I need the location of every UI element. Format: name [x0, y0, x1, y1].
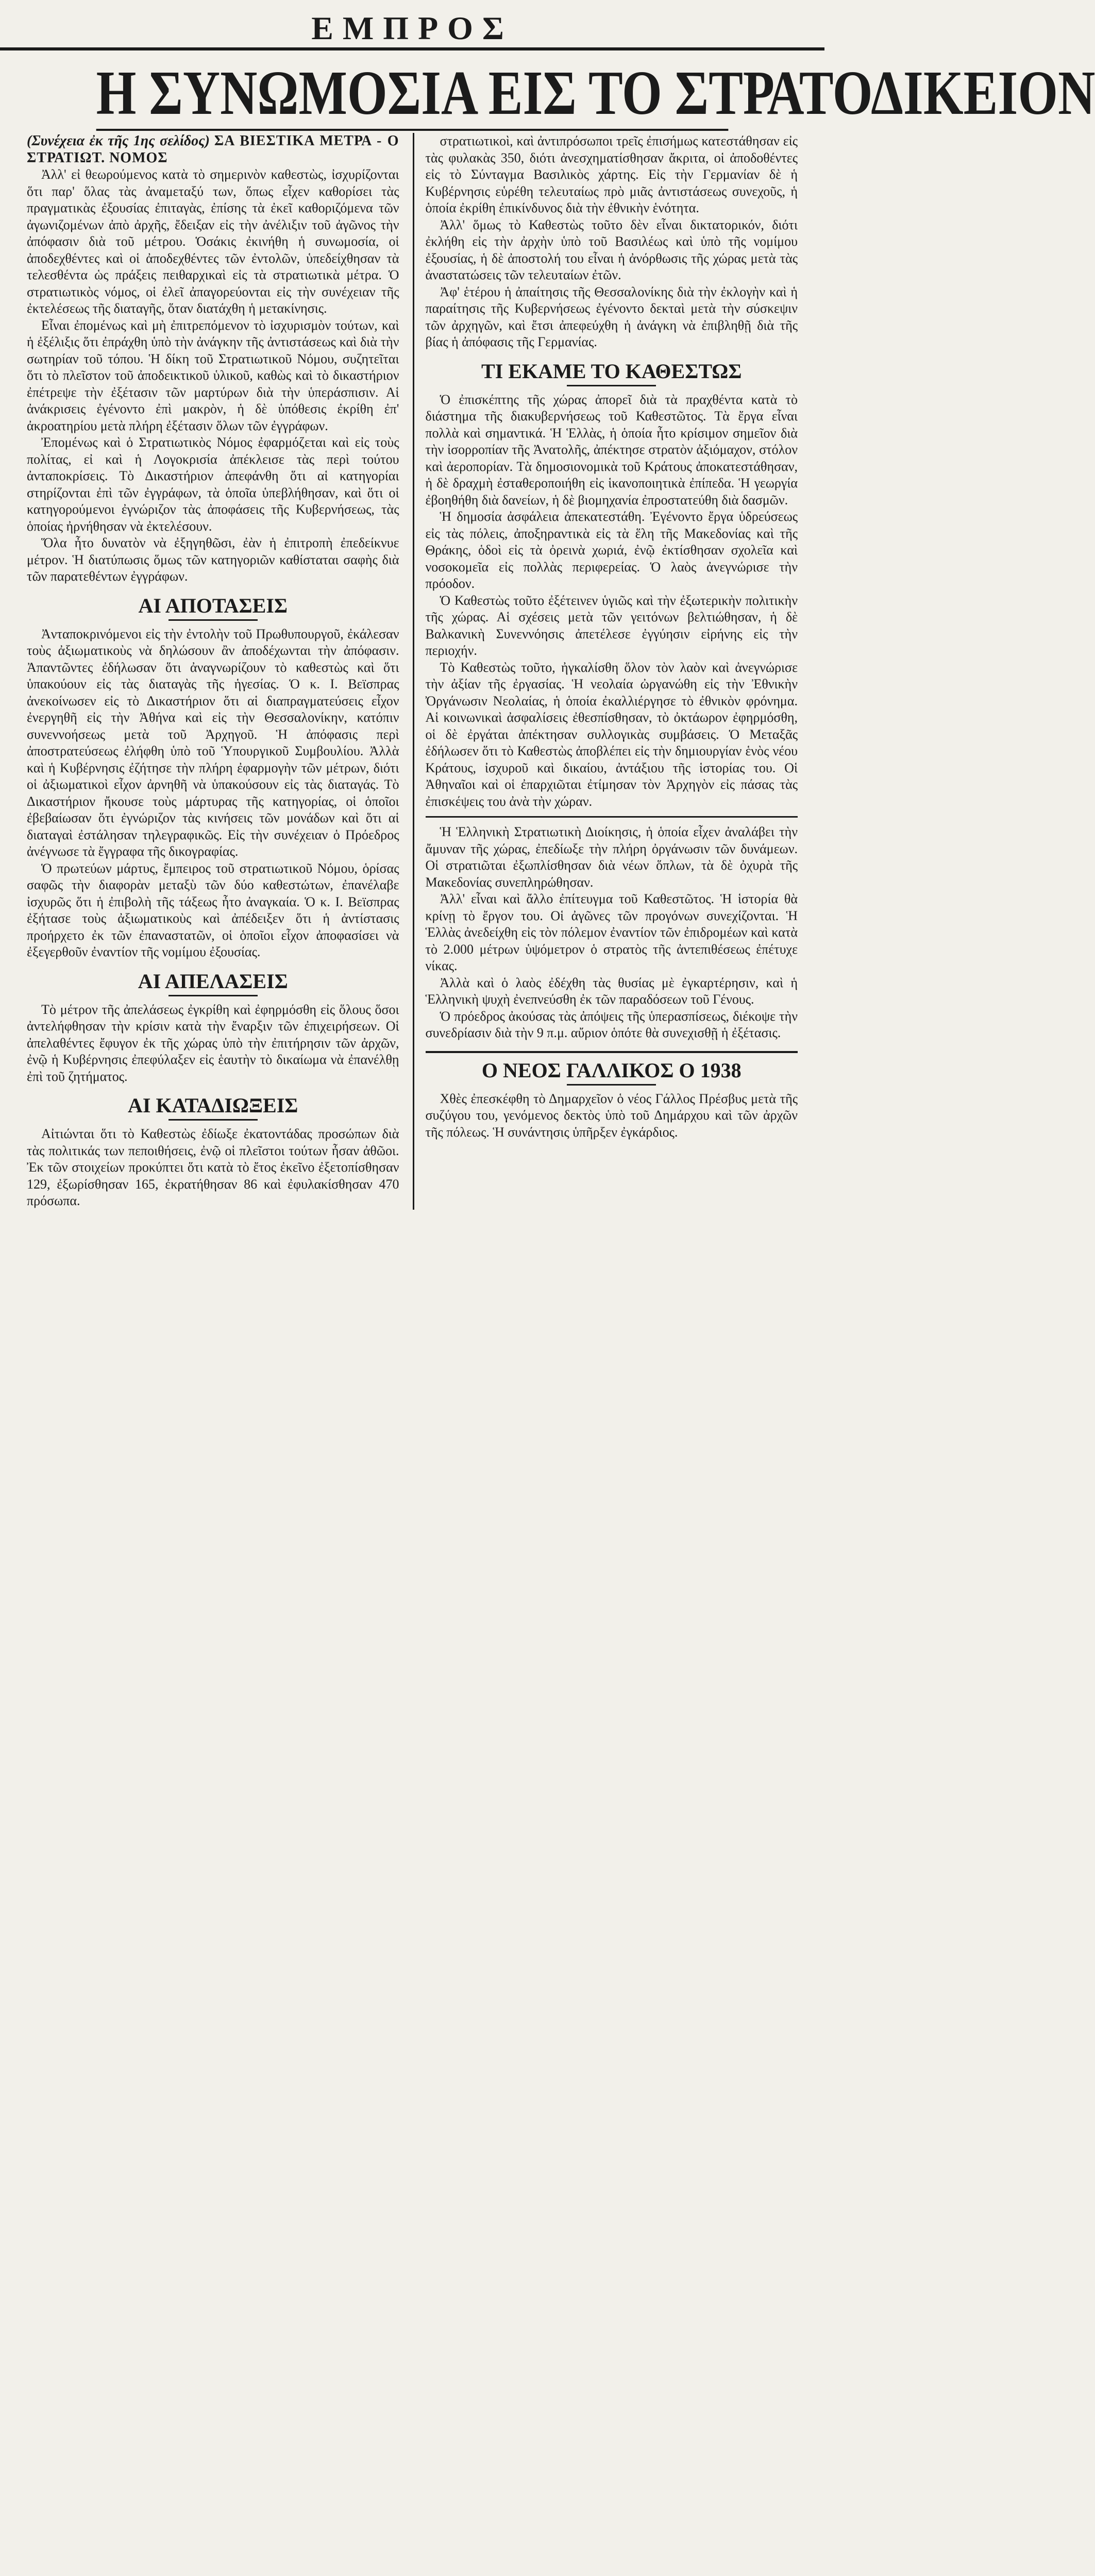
paragraph: Ὁ πρόεδρος ἀκούσας τὰς ἀπόψεις τῆς ὑπερασπίσεως, διέκοψε τὴν συνεδρίασιν διὰ τὴν 9 π.μ. αὔριον ὁπότε θὰ συνεχισθῇ ἡ ἐξέτασις.	[425, 1008, 798, 1040]
paragraph: Ὁ Καθεστὼς τοῦτο ἐξέτεινεν ὑγιῶς καὶ τὴν ἐξωτερικὴν πολιτικὴν τῆς χώρας. Αἱ σχέσεις μετὰ τῶν γειτόνων βελτιώθησαν, ἡ δὲ Βαλκανικὴ Συνεννόησις ἀπετέλεσε ἐγγύησιν εἰρήνης εἰς τὴν περιοχήν.	[425, 592, 798, 658]
paragraph: Ὁ πρωτεύων μάρτυς, ἔμπειρος τοῦ στρατιωτικοῦ Νόμου, ὁρίσας σαφῶς τὴν διαφορὰν μεταξὺ τῶν δύο καθεστώτων, ἐπανέλαβε ἰσχυρῶς ὅτι ἡ ἐπιβολὴ τῆς τάξεως ἦτο ἀναγκαία. Ὁ κ. Ι. Βεϊσπρας ἐξήτασε τοὺς ἀξιωματικοὺς καὶ ἀπέδειξεν ὅτι ἡ ἀντίστασις προήρχετο ἐκ τῶν ἐπαναστατῶν, οἱ ὁποῖοι εἶχον ἀποφασίσει νὰ ἐξεγερθοῦν ἐναντίον τῆς νομίμου ἐξουσίας.	[27, 860, 399, 959]
paragraph: Ἀλλὰ καὶ ὁ λαὸς ἐδέχθη τὰς θυσίας μὲ ἐγκαρτέρησιν, καὶ ἡ Ἑλληνικὴ ψυχὴ ἐνεπνεύσθη ἐκ τῶν παραδόσεων τοῦ Γένους.	[425, 975, 798, 1007]
news-box	[426, 1051, 798, 1141]
right-column	[413, 133, 798, 1210]
paragraph: Ἀλλ' ὅμως τὸ Καθεστὼς τοῦτο δὲν εἶναι δικτατορικόν, διότι ἐκλήθη εἰς τὴν ἀρχὴν ὑπὸ τοῦ Βασιλέως καὶ ὑπὸ τῆς νομίμου ἐξουσίας, ἡ δὲ ἀποστολή του εἶναι ἡ ἀνόρθωσις τῆς χώρας μετὰ τὰς ἀναστατώσεις τῶν τελευταίων ἐτῶν.	[425, 217, 798, 282]
paragraph: Ἀφ' ἑτέρου ἡ ἀπαίτησις τῆς Θεσσαλονίκης διὰ τὴν ἐκλογὴν καὶ ἡ παραίτησις τῆς Κυβερνήσεως ἐγένοντο δεκταὶ μετὰ τὴν σύσκεψιν τῶν ἀρχηγῶν, καὶ ἔτσι ἀπεφεύχθη ἡ ἀνάγκη νὰ ἐπιβληθῇ διὰ τῆς βίας ἡ ἀπόφασις τῆς Γερμανίας.	[425, 284, 798, 349]
paragraph: Ἡ Ἑλληνικὴ Στρατιωτικὴ Διοίκησις, ἡ ὁποία εἶχεν ἀναλάβει τὴν ἄμυναν τῆς χώρας, ἐπεδίωξε τὴν πλήρη ὀργάνωσιν τῶν δυνάμεων. Οἱ στρατιῶται ἐξωπλίσθησαν διὰ νέων ὅπλων, τὰ δὲ ὀχυρὰ τῆς Μακεδονίας συνεπληρώθησαν.	[425, 824, 798, 890]
divider	[426, 816, 798, 818]
subhead-measures: ΣΑ ΒΙΕΣΤΙΚΑ ΜΕΤΡΑ - Ο ΣΤΡΑΤΙΩΤ. ΝΟΜΟΣ	[27, 133, 399, 166]
section-heading: ΤΙ ΕΚΑΜΕ ΤΟ ΚΑΘΕΣΤΩΣ	[426, 359, 798, 386]
left-column	[27, 133, 399, 1210]
continued-note: (Συνέχεια ἐκ τῆς 1ης σελίδος)	[27, 133, 210, 149]
section-heading: Ο ΝΕΟΣ ΓΑΛΛΙΚΟΣ Ο 1938	[426, 1058, 798, 1086]
paragraph: Χθὲς ἐπεσκέφθη τὸ Δημαρχεῖον ὁ νέος Γάλλος Πρέσβυς μετὰ τῆς συζύγου του, γενόμενος δεκτὸς ὑπὸ τοῦ Δημάρχου καὶ τῶν ἀρχῶν τῆς πόλεως. Ἡ συνάντησις ὑπῆρξεν ἐγκάρδιος.	[425, 1091, 798, 1140]
paragraph: Ἡ δημοσία ἀσφάλεια ἀπεκατεστάθη. Ἐγένοντο ἔργα ὑδρεύσεως εἰς τὰς πόλεις, ἀποξηραντικὰ εἰς τὰ ἕλη τῆς Μακεδονίας καὶ τῆς Θράκης, ὁδοὶ εἰς τὰ ὀρεινὰ χωριά, ἐνῷ ἐκτίσθησαν σχολεῖα καὶ νοσοκομεῖα εἰς πολλὰς περιφερείας. Ὁ λαὸς ἀνεγνώρισε τὴν πρόοδον.	[425, 509, 798, 591]
paragraph: στρατιωτικοὶ, καὶ ἀντιπρόσωποι τρεῖς ἐπισήμως κατεστάθησαν εἰς τὰς φυλακὰς 350, διότι ἀνεσχηματίσθησαν ἄκριτα, οἱ ἀποδοθέντες εἰς τὸ Σύνταγμα Βασιλικὸς χάρτης. Εἰς τὴν Γερμανίαν δὲ ἡ Κυβέρνησις εὑρέθη τελευταίως πρὸ μιᾶς ἀντιστάσεως συνεχοῦς, ἡ ὁποία ἐκρίθη ἐπικίνδυνος διὰ τὴν ἐθνικὴν ἑνότητα.	[425, 133, 798, 215]
headline: Η ΣΥΝΩΜΟΣΙΑ ΕΙΣ ΤΟ ΣΤΡΑΤΟΔΙΚΕΙΟΝ	[96, 58, 729, 131]
paragraph: Ὅλα ἦτο δυνατὸν νὰ ἐξηγηθῶσι, ἐὰν ἡ ἐπιτροπὴ ἐπεδείκνυε μέτρον. Ἡ διατύπωσις ὅμως τῶν κατηγοριῶν καθίσταται σαφὴς διὰ τῶν παρατεθέντων ἐγγράφων.	[27, 535, 399, 584]
paragraph: Ἀλλ' εἰ θεωρούμενος κατὰ τὸ σημερινὸν καθεστὼς, ἰσχυρίζονται ὅτι παρ' ὅλας τὰς ἀναμεταξύ των, ὅπως εἶχεν καθορίσει τὰς πραγματικὰς ἐξουσίας ἐπιταγὰς, ἐπίσης τὰ ἐκεῖ καθοριζόμενα τῶν ἀγωνιζομένων ἀπὸ ἀρχῆς, ἔδειξαν εἰς τὴν ἀνέλιξιν τοῦ ἀγῶνος τὴν ἀπόφασιν διὰ τοῦ μέτρου. Ὁσάκις ἐκινήθη ἡ συνωμοσία, οἱ ἀποδεχθέντες καὶ οἱ ἀποδεχθέντες τῶν ἐντολῶν, ὑπεδείχθησαν τὰ τελεσθέντα ὡς πράξεις πειθαρχικαὶ εἰς τὰ στρατιωτικὰ μέτρα. Ὁ στρατιωτικὸς νόμος, οἱ ἐλεῖ ἀπαγορεύονται εἰς τὴν συνέχειαν τῆς ἐκτελέσεως τῆς διαταγῆς, ὅταν διατάχθη ἡ μετακίνησις.	[27, 167, 399, 316]
paragraph: Εἶναι ἐπομένως καὶ μὴ ἐπιτρεπόμενον τὸ ἰσχυρισμὸν τούτων, καὶ ἡ ἐξέλιξις ὅτι ἐπράχθη ὑπὸ τὴν ἀνάγκην τῆς ἀντιστάσεως καὶ διὰ τὴν σωτηρίαν τοῦ τόπου. Ἡ δίκη τοῦ Στρατιωτικοῦ Νόμου, συζητεῖται ὅτι τὸ πλεῖστον τοῦ ἀποδεικτικοῦ ὑλικοῦ, καθὼς καὶ τὸ δικαστήριον ἐπέτρεψε τὴν ἐξέτασιν τῶν μαρτύρων διὰ τὴν ὑπεράσπισιν. Αἱ ἀνάκρισεις ἐγένοντο ἐπὶ μακρὸν, ἡ δὲ ὑπόθεσις ἐκρίθη ἐπ' ἀκροατηρίου μετὰ πλήρη ἐξέτασιν ὅλων τῶν ἐγγράφων.	[27, 317, 399, 433]
paragraph: Ἀλλ' εἶναι καὶ ἄλλο ἐπίτευγμα τοῦ Καθεστῶτος. Ἡ ἱστορία θὰ κρίνῃ τὸ ἔργον του. Οἱ ἀγῶνες τῶν προγόνων συνεχίζονται. Ἡ Ἑλλὰς ἀνεδείχθη εἰς τὸν πόλεμον ἐναντίον τῶν ἐπιδρομέων καὶ κατὰ τὸ 2.000 μέτρων ὑψόμετρον ὁ στρατὸς τῆς ἀντεπιθέσεως ἐπέτυχε νίκας.	[425, 891, 798, 973]
masthead-title: ΕΜΠΡΟΣ	[311, 10, 513, 46]
paragraph: Αἰτιώνται ὅτι τὸ Καθεστὼς ἐδίωξε ἐκατοντάδας προσώπων διὰ τὰς πολιτικάς των πεποιθήσεις, ἐνῷ οἱ πλεῖστοι τούτων ἦσαν ἀθῶοι. Ἐκ τῶν στοιχείων προκύπτει ὅτι κατὰ τὸ ἔτος ἐκεῖνο ἐξετοπίσθησαν 129, ἐξωρίσθησαν 165, ἐκρατήθησαν 86 καὶ ἐφυλακίσθησαν 470 πρόσωπα.	[27, 1126, 399, 1208]
paragraph: Τὸ μέτρον τῆς ἀπελάσεως ἐγκρίθη καὶ ἐφηρμόσθη εἰς ὅλους ὅσοι ἀντελήφθησαν τὴν κρίσιν κατὰ τὴν ἔναρξιν τῶν ἐπιχειρήσεων. Οἱ ἀπελαθέντες ἔφυγον ἐκ τῆς χώρας ὑπὸ τὴν ἐπιτήρησιν τῶν ἀρχῶν, ἐνῷ ἡ Κυβέρνησις ἐπεφύλαξεν εἰς ἑαυτὴν τὸ δικαίωμα νὰ ἐπανέλθῃ ἐπὶ τοῦ ζητήματος.	[27, 1002, 399, 1084]
section-heading: ΑΙ ΑΠΕΛΑΣΕΙΣ	[27, 969, 399, 996]
masthead	[0, 9, 824, 50]
section-heading: ΑΙ ΑΠΟΤΑΣΕΙΣ	[27, 594, 399, 621]
article-columns	[27, 133, 798, 1210]
paragraph: Ὁ ἐπισκέπτης τῆς χώρας ἀπορεῖ διὰ τὰ πραχθέντα κατὰ τὸ διάστημα τῆς διακυβερνήσεως τοῦ Καθεστῶτος. Τὰ ἔργα εἶναι πολλὰ καὶ σημαντικά. Ἡ Ἑλλὰς, ἡ ὁποία ἦτο κρίσιμον σημεῖον διὰ τὴν ἰσορροπίαν τῆς Ἀνατολῆς, ἀπέκτησε στρατὸν ἀξιόμαχον, στόλον καὶ ἀεροπορίαν. Τὰ δημοσιονομικὰ τοῦ Κράτους ἀποκατεστάθησαν, ἡ δὲ δραχμὴ ἐσταθεροποιήθη εἰς ἱκανοποιητικὰ ἐπίπεδα. Ἡ γεωργία ἐβοηθήθη διὰ δανείων, ἡ δὲ βιομηχανία ἐπροστατεύθη διὰ δασμῶν.	[425, 392, 798, 507]
section-heading: ΑΙ ΚΑΤΑΔΙΩΞΕΙΣ	[27, 1093, 399, 1121]
paragraph: Ἐπομένως καὶ ὁ Στρατιωτικὸς Νόμος ἐφαρμόζεται καὶ εἰς τοὺς πολίτας, εἰ καὶ ἡ Λογοκρισία ἀπέκλεισε τὰς περὶ τούτου ἀνταποκρίσεις. Τὸ Δικαστήριον ἀπεφάνθη ὅτι αἱ κατηγορίαι στηρίζονται ἐπὶ τῶν ἐγγράφων, τὰ ὁποῖα ὑπεβλήθησαν, καὶ ὅτι οἱ κατηγορούμενοι ἐγνώριζον τὰς ἀποφάσεις τῆς Κυβερνήσεως, τὰς ὁποίας ἠρνήθησαν νὰ ἐκτελέσουν.	[27, 435, 399, 534]
paragraph: Ἀνταποκρινόμενοι εἰς τὴν ἐντολὴν τοῦ Πρωθυπουργοῦ, ἐκάλεσαν τοὺς ἀξιωματικοὺς νὰ δηλώσουν ἂν ἀποδέχωνται τὴν ἀπόφασιν. Ἀπαντῶντες ἐδήλωσαν ὅτι ἀναγνωρίζουν τὸ καθεστὼς καὶ ὅτι ὑπακούουν εἰς τὰς διαταγὰς τῆς ἡγεσίας. Ὁ κ. Ι. Βεϊσπρας ἀνεκοίνωσεν εἰς τὸ Δικαστήριον ὅτι αἱ διαπραγματεύσεις εἶχον ἐνεργηθῆ εἰς τὴν Ἀθήνα καὶ εἰς τὴν Θεσσαλονίκην, κατόπιν συνεννοήσεως μετὰ τοῦ Ἀρχηγοῦ. Ἡ ἀπόφασις περὶ ἀποστρατεύσεως ἐλήφθη ὑπὸ τοῦ Ὑπουργικοῦ Συμβουλίου. Ἀλλὰ καὶ ἡ Κυβέρνησις ἐζήτησε τὴν πλήρη ἐφαρμογὴν τῶν μέτρων, διότι οἱ ἀξιωματικοὶ εἶχον ἀρνηθῆ νὰ ὑπακούσουν εἰς τὰς διαταγάς. Τὸ Δικαστήριον ἤκουσε τοὺς μάρτυρας τῆς κατηγορίας, οἱ ὁποῖοι ἐβεβαίωσαν ὅτι ἐγνώριζον τὰς κινήσεις τῶν μονάδων καὶ ὅτι αἱ διαταγαὶ ἐστάλησαν τηλεγραφικῶς. Εἰς τὴν συνέχειαν ὁ Πρόεδρος ἀνέγνωσε τὰ ἔγγραφα τῆς δικογραφίας.	[27, 626, 399, 859]
paragraph: Τὸ Καθεστὼς τοῦτο, ἠγκαλίσθη ὅλον τὸν λαὸν καὶ ἀνεγνώρισε τὴν ἀξίαν τῆς ἐργασίας. Ἡ νεολαία ὠργανώθη εἰς τὴν Ἐθνικὴν Ὀργάνωσιν Νεολαίας, ἡ ὁποία ἐκαλλιέργησε τὸ ἐθνικὸν φρόνημα. Αἱ κοινωνικαὶ ἀσφαλίσεις ἐθεσπίσθησαν, τὸ ὀκτάωρον ἐφηρμόσθη, οἱ δὲ ἐργάται ἀπέκτησαν συλλογικὰς συμβάσεις. Ὁ Μεταξᾶς ἐδήλωσεν ὅτι τὸ Καθεστὼς ἀποβλέπει εἰς τὴν δημιουργίαν ἑνὸς νέου Κράτους, ἰσχυροῦ καὶ δικαίου, ἀντάξιου τῆς ἱστορίας του. Οἱ Ἀθηναῖοι καὶ οἱ ἐπαρχιῶται ἐτίμησαν τὸν Ἀρχηγὸν εἰς πάσας τὰς ἐπισκέψεις του ἀνὰ τὴν χώραν.	[425, 659, 798, 809]
